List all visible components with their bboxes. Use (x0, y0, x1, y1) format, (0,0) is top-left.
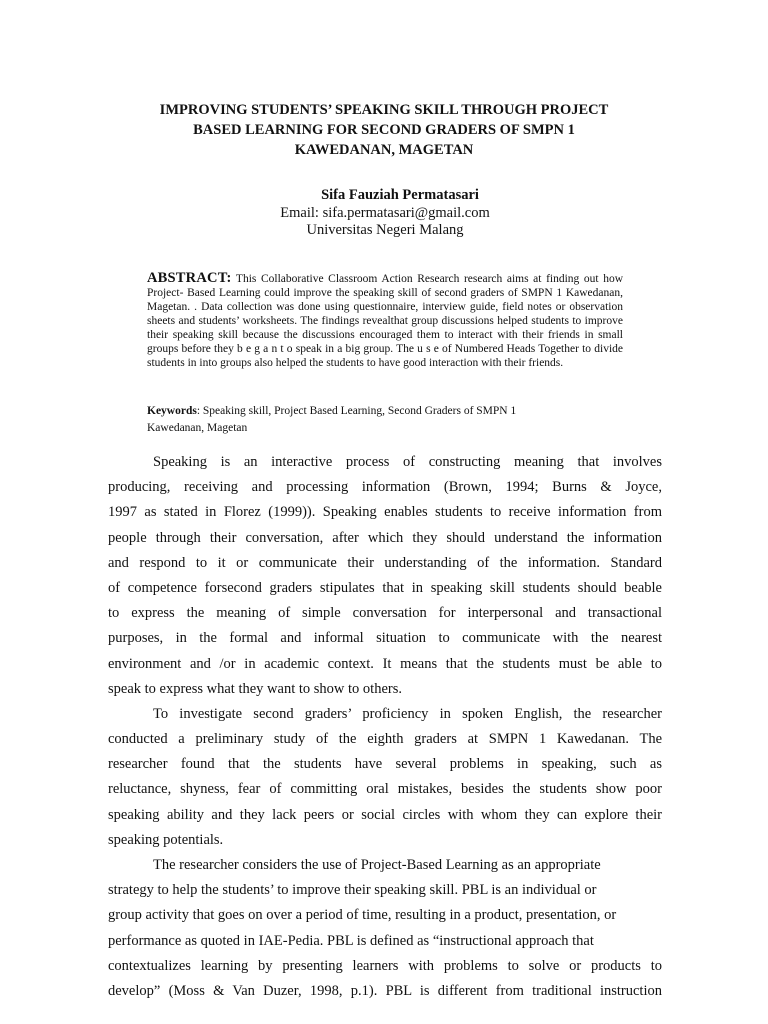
abstract (147, 271, 623, 370)
paragraph-line: strategy to help the students’ to improve their speaking skill. PBL is an individual or (108, 882, 597, 899)
title-line: BASED LEARNING FOR SECOND GRADERS OF SMPN 1 (193, 122, 575, 138)
keywords-text: : Speaking skill, Project Based Learning, Second Graders of SMPN 1 (196, 405, 517, 417)
author-block (200, 187, 570, 240)
paragraph-line: researcher found that the students have several problems in speaking, such as (108, 756, 662, 773)
keywords-label: Keywords (147, 405, 197, 417)
author-institution: Universitas Negeri Malang (306, 222, 464, 238)
paragraph-line: purposes, in the formal and informal situation to communicate with the nearest (108, 630, 662, 647)
keywords-text-line2: Kawedanan, Magetan (147, 422, 248, 434)
paragraph-line: performance as quoted in IAE-Pedia. PBL is defined as “instructional approach that (108, 932, 594, 949)
keywords (147, 403, 607, 437)
paragraph-line: The researcher considers the use of Project-Based Learning as an appropriate (153, 857, 601, 873)
paragraph-line: reluctance, shyness, fear of committing oral mistakes, besides the students show poor (108, 781, 662, 798)
abstract-text: This Collaborative Classroom Action Research research aims at finding out how Project- Based Learning could improve the speaking skill of second graders of SMPN 1 Kawedanan, Magetan. . Data collection was done using questionnaire, interview guide, field notes or observation sheets and students’ worksheets. The findings revealthat group discussions helped students to improve their speaking skill because the discussions encouraged them to interact with their friends in small groups before they b e g a n t o speak in a big group. The u s e of Numbered Heads Together to divide students in into groups also helped the students to have good interaction with their friends. (147, 273, 623, 369)
author-name: Sifa Fauziah Permatasari (321, 187, 479, 203)
title-line: IMPROVING STUDENTS’ SPEAKING SKILL THROUGH PROJECT (159, 102, 609, 118)
paragraph-line: 1997 as stated in Florez (1999)). Speaking enables students to receive information from (108, 504, 662, 521)
paragraph-line: group activity that goes on over a period of time, resulting in a product, presentation, or (108, 907, 617, 924)
paragraph-line: and respond to it or communicate their understanding of the information. Standard (108, 554, 662, 571)
paragraph-line: environment and /or in academic context. It means that the students must be able to (108, 655, 662, 672)
paragraph-line: develop” (Moss & Van Duzer, 1998, p.1). PBL is different from traditional instruction (108, 982, 662, 999)
paper-title (130, 100, 638, 160)
paragraph-line: of competence forsecond graders stipulates that in speaking skill students should beable (108, 579, 662, 596)
paragraph-line: speaking ability and they lack peers or social circles with whom they can explore their (108, 806, 662, 823)
author-email: Email: sifa.permatasari@gmail.com (280, 204, 490, 221)
paragraph-line: speaking potentials. (108, 831, 224, 848)
paragraph-line: producing, receiving and processing information (Brown, 1994; Burns & Joyce, (108, 479, 662, 496)
paragraph-line: To investigate second graders’ proficiency in spoken English, the researcher (153, 705, 662, 722)
paragraph-line: people through their conversation, after which they should understand the information (108, 529, 662, 546)
paragraph-line: contextualizes learning by presenting learners with problems to solve or products to (108, 957, 662, 974)
paragraph-line: speak to express what they want to show to others. (108, 680, 402, 697)
paragraph-line: to express the meaning of simple conversation for interpersonal and transactional (108, 605, 662, 622)
paragraph-line: conducted a preliminary study of the eighth graders at SMPN 1 Kawedanan. The (108, 731, 662, 748)
paragraph-line: Speaking is an interactive process of constructing meaning that involves (153, 454, 662, 470)
body-text (108, 450, 662, 1004)
abstract-label: ABSTRACT: (147, 270, 232, 286)
title-line: KAWEDANAN, MAGETAN (294, 142, 474, 158)
